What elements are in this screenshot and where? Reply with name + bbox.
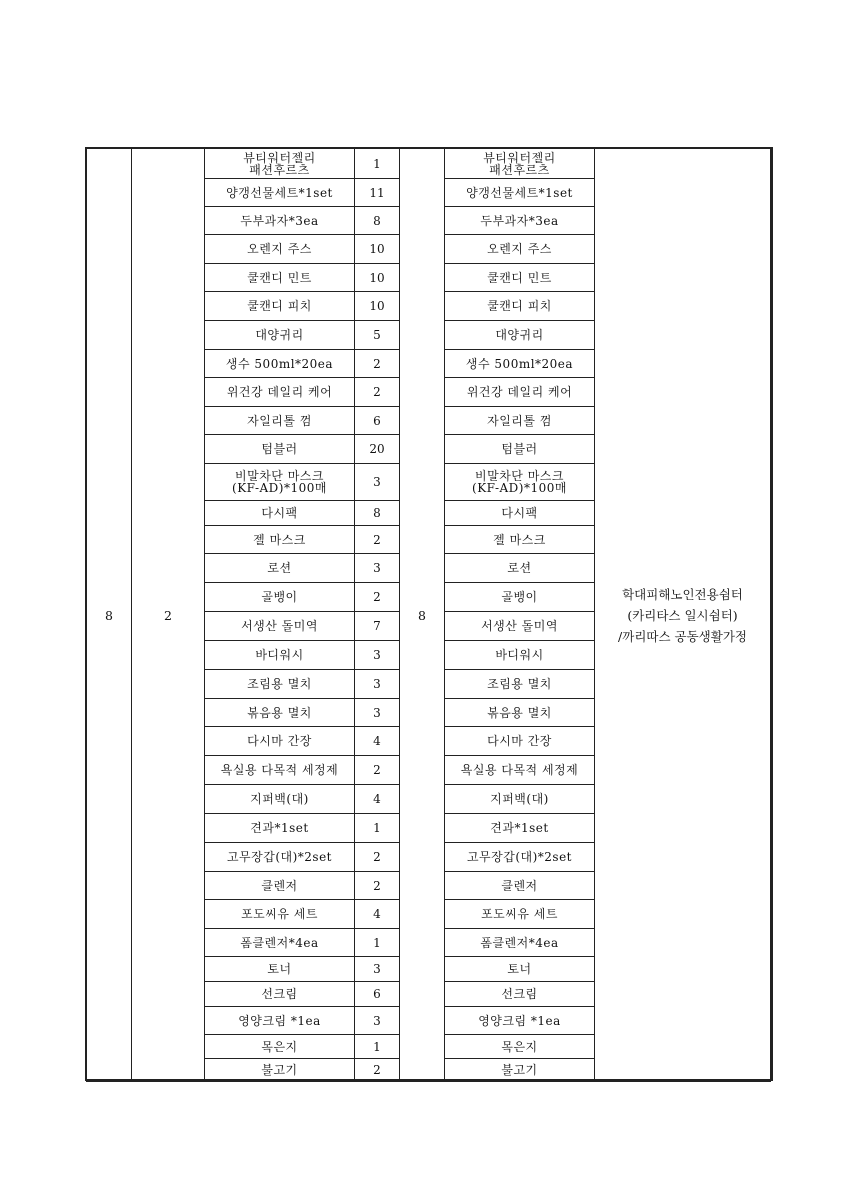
item-name-cell: 고무장갑(대)*2set (205, 843, 355, 872)
item-name-cell: 목은지 (205, 1035, 355, 1059)
group-col1-cell: 8 (87, 149, 132, 1082)
item-name-cell: 욕실용 다목적 세정제 (205, 756, 355, 785)
item-name-cell: 폼클렌저*4ea (205, 929, 355, 957)
item-name-cell: 젤 마스크 (205, 526, 355, 554)
item-name-repeat-cell: 고무장갑(대)*2set (445, 843, 595, 872)
item-qty-cell: 20 (355, 435, 400, 464)
donation-items-table (86, 148, 771, 1082)
item-name-repeat-cell: 위건강 데일리 케어 (445, 378, 595, 407)
group-col2-cell: 2 (132, 149, 205, 1082)
item-name-cell: 쿨캔디 피치 (205, 292, 355, 321)
item-qty-cell: 10 (355, 264, 400, 292)
item-name-cell: 다시팩 (205, 501, 355, 526)
item-qty-cell: 3 (355, 957, 400, 982)
item-qty-cell: 4 (355, 900, 400, 929)
item-name-repeat-cell: 지퍼백(대) (445, 785, 595, 814)
item-qty-cell: 6 (355, 982, 400, 1007)
item-name-repeat-cell: 토너 (445, 957, 595, 982)
item-name-cell: 뷰티워터젤리 패션후르츠 (205, 149, 355, 179)
item-qty-cell: 2 (355, 526, 400, 554)
item-name-repeat-cell: 불고기 (445, 1059, 595, 1082)
item-name-repeat-cell: 바디워시 (445, 641, 595, 670)
item-qty-cell: 4 (355, 785, 400, 814)
item-name-repeat-cell: 다시팩 (445, 501, 595, 526)
item-qty-cell: 3 (355, 554, 400, 583)
item-qty-cell: 8 (355, 501, 400, 526)
item-name-repeat-cell: 쿨캔디 민트 (445, 264, 595, 292)
item-name-cell: 생수 500ml*20ea (205, 350, 355, 378)
item-qty-cell: 2 (355, 1059, 400, 1082)
item-name-repeat-cell: 욕실용 다목적 세정제 (445, 756, 595, 785)
item-name-repeat-cell: 생수 500ml*20ea (445, 350, 595, 378)
group-col5-cell: 8 (400, 149, 445, 1082)
item-qty-cell: 2 (355, 872, 400, 900)
item-qty-cell: 8 (355, 207, 400, 235)
item-name-cell: 지퍼백(대) (205, 785, 355, 814)
item-name-cell: 영양크림 *1ea (205, 1007, 355, 1035)
item-name-cell: 다시마 간장 (205, 727, 355, 756)
item-name-cell: 견과*1set (205, 814, 355, 843)
item-qty-cell: 4 (355, 727, 400, 756)
item-qty-cell: 2 (355, 350, 400, 378)
item-qty-cell: 3 (355, 464, 400, 501)
item-name-cell: 텀블러 (205, 435, 355, 464)
item-name-cell: 양갱선물세트*1set (205, 179, 355, 207)
item-qty-cell: 1 (355, 929, 400, 957)
item-name-cell: 위건강 데일리 케어 (205, 378, 355, 407)
item-name-repeat-cell: 선크림 (445, 982, 595, 1007)
table-row (87, 149, 771, 179)
item-name-cell: 포도씨유 세트 (205, 900, 355, 929)
item-name-repeat-cell: 다시마 간장 (445, 727, 595, 756)
item-name-cell: 서생산 돌미역 (205, 612, 355, 641)
item-name-cell: 자일리톨 껌 (205, 407, 355, 435)
item-name-cell: 토너 (205, 957, 355, 982)
item-name-cell: 클렌저 (205, 872, 355, 900)
item-name-cell: 볶음용 멸치 (205, 699, 355, 727)
item-qty-cell: 1 (355, 1035, 400, 1059)
item-name-repeat-cell: 영양크림 *1ea (445, 1007, 595, 1035)
item-qty-cell: 1 (355, 149, 400, 179)
item-name-repeat-cell: 대양귀리 (445, 321, 595, 350)
item-name-cell: 대양귀리 (205, 321, 355, 350)
item-qty-cell: 3 (355, 699, 400, 727)
item-name-cell: 바디워시 (205, 641, 355, 670)
item-qty-cell: 3 (355, 641, 400, 670)
item-qty-cell: 1 (355, 814, 400, 843)
item-qty-cell: 2 (355, 378, 400, 407)
item-qty-cell: 10 (355, 292, 400, 321)
item-qty-cell: 7 (355, 612, 400, 641)
item-qty-cell: 10 (355, 235, 400, 264)
item-name-repeat-cell: 서생산 돌미역 (445, 612, 595, 641)
item-name-cell: 로션 (205, 554, 355, 583)
item-qty-cell: 3 (355, 670, 400, 699)
item-name-cell: 두부과자*3ea (205, 207, 355, 235)
item-name-repeat-cell: 볶음용 멸치 (445, 699, 595, 727)
item-name-cell: 오렌지 주스 (205, 235, 355, 264)
item-name-cell: 골뱅이 (205, 583, 355, 612)
item-name-repeat-cell: 폼클렌저*4ea (445, 929, 595, 957)
item-name-repeat-cell: 골뱅이 (445, 583, 595, 612)
item-name-repeat-cell: 조림용 멸치 (445, 670, 595, 699)
item-name-repeat-cell: 로션 (445, 554, 595, 583)
item-qty-cell: 3 (355, 1007, 400, 1035)
item-name-repeat-cell: 뷰티워터젤리 패션후르츠 (445, 149, 595, 179)
item-name-cell: 비말차단 마스크 (KF-AD)*100매 (205, 464, 355, 501)
item-qty-cell: 2 (355, 583, 400, 612)
item-name-cell: 선크림 (205, 982, 355, 1007)
item-qty-cell: 2 (355, 843, 400, 872)
item-name-cell: 쿨캔디 민트 (205, 264, 355, 292)
item-name-repeat-cell: 젤 마스크 (445, 526, 595, 554)
item-name-repeat-cell: 양갱선물세트*1set (445, 179, 595, 207)
item-name-repeat-cell: 두부과자*3ea (445, 207, 595, 235)
item-name-repeat-cell: 자일리톨 껌 (445, 407, 595, 435)
item-qty-cell: 2 (355, 756, 400, 785)
item-name-repeat-cell: 포도씨유 세트 (445, 900, 595, 929)
item-name-repeat-cell: 비말차단 마스크 (KF-AD)*100매 (445, 464, 595, 501)
item-name-repeat-cell: 오렌지 주스 (445, 235, 595, 264)
item-name-repeat-cell: 텀블러 (445, 435, 595, 464)
item-name-repeat-cell: 견과*1set (445, 814, 595, 843)
item-name-repeat-cell: 클렌저 (445, 872, 595, 900)
item-name-repeat-cell: 목은지 (445, 1035, 595, 1059)
item-name-repeat-cell: 쿨캔디 피치 (445, 292, 595, 321)
item-name-cell: 불고기 (205, 1059, 355, 1082)
item-qty-cell: 5 (355, 321, 400, 350)
item-qty-cell: 11 (355, 179, 400, 207)
item-qty-cell: 6 (355, 407, 400, 435)
shelter-name-cell: 학대피해노인전용쉼터 (카리타스 일시쉼터) /까리따스 공동생활가정 (595, 149, 771, 1082)
item-name-cell: 조림용 멸치 (205, 670, 355, 699)
